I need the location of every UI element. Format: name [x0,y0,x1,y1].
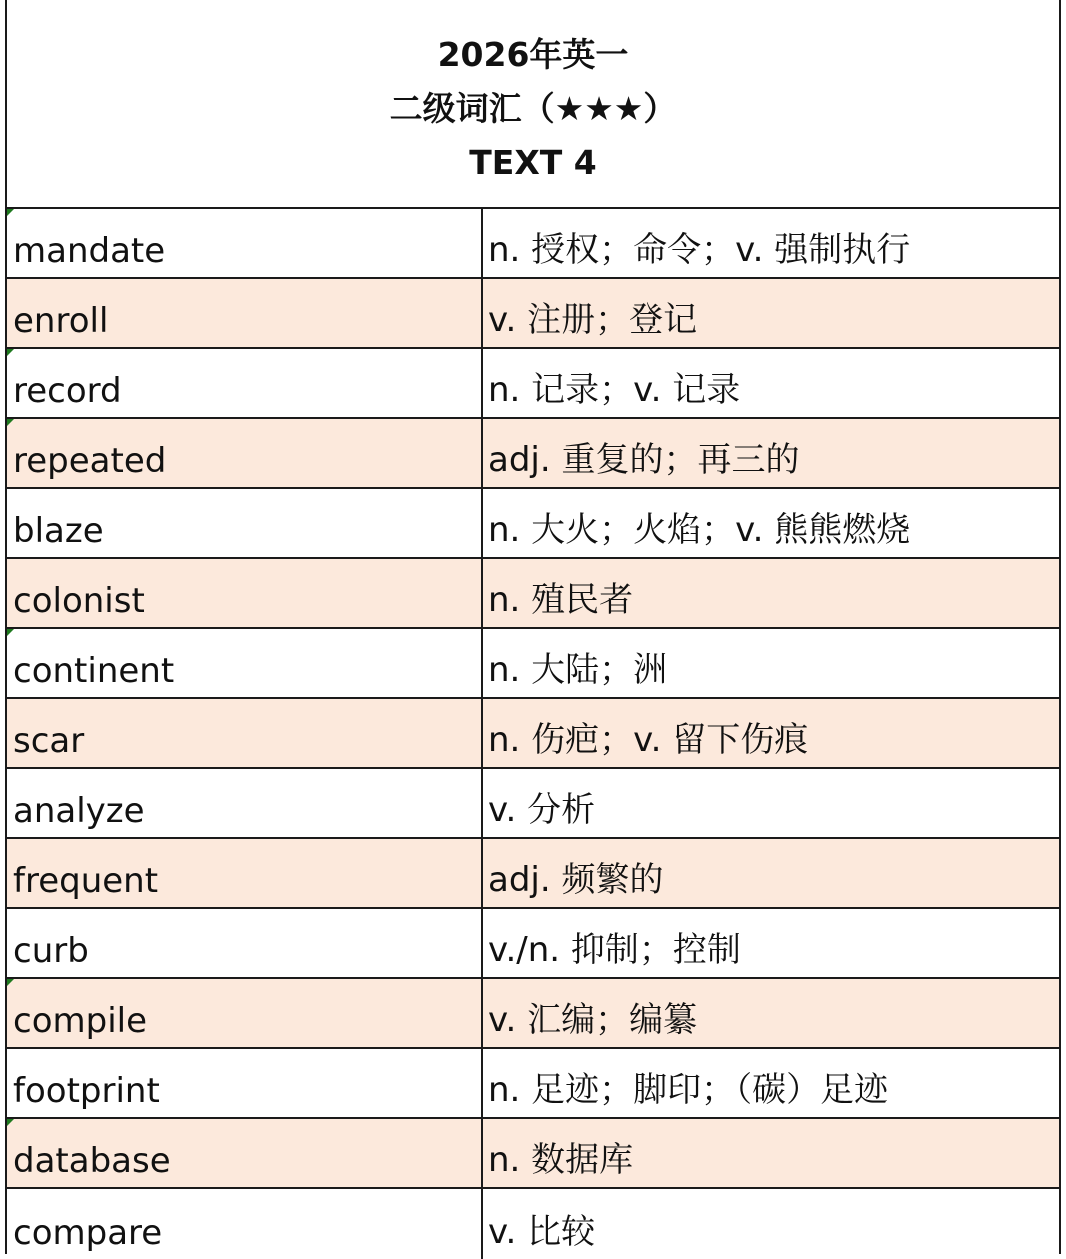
meaning-cell[interactable]: adj. 频繁的 [488,860,664,900]
table-row[interactable] [7,699,1059,769]
meaning-cell[interactable]: n. 大陆；洲 [488,650,668,690]
word-cell[interactable]: compile [7,979,483,1047]
word-cell[interactable]: blaze [7,489,483,557]
header-title: 2026年英一 [437,35,629,74]
word-cell[interactable]: record [7,349,483,417]
comment-marker-icon[interactable] [7,419,14,426]
meaning-cell[interactable]: n. 殖民者 [488,580,634,620]
table-row[interactable] [7,1049,1059,1119]
table-row[interactable] [7,559,1059,629]
table-row[interactable] [7,279,1059,349]
meaning-cell[interactable]: v. 注册；登记 [488,300,698,340]
header-text-label: TEXT 4 [469,143,597,182]
word-cell[interactable]: continent [7,629,483,697]
meaning-cell[interactable]: n. 数据库 [488,1140,634,1180]
vocabulary-table [7,209,1059,1259]
meaning-cell[interactable]: v./n. 抑制；控制 [488,930,741,970]
table-row[interactable] [7,769,1059,839]
vocabulary-sheet [5,0,1061,1254]
header-subtitle: 二级词汇（★★★） [389,89,677,128]
word-cell[interactable]: scar [7,699,483,767]
word-cell[interactable]: frequent [7,839,483,907]
meaning-cell[interactable]: adj. 重复的；再三的 [488,440,800,480]
meaning-cell[interactable]: n. 大火；火焰；v. 熊熊燃烧 [488,510,911,550]
comment-marker-icon[interactable] [7,629,14,636]
comment-marker-icon[interactable] [7,209,14,216]
table-row[interactable] [7,1189,1059,1259]
meaning-cell[interactable]: v. 比较 [488,1212,596,1252]
table-row[interactable] [7,209,1059,279]
table-row[interactable] [7,489,1059,559]
word-cell[interactable]: enroll [7,279,483,347]
word-cell[interactable]: mandate [7,209,483,277]
word-cell[interactable]: analyze [7,769,483,837]
meaning-cell[interactable]: n. 伤疤；v. 留下伤痕 [488,720,809,760]
word-cell[interactable]: curb [7,909,483,977]
comment-marker-icon[interactable] [7,1119,14,1126]
sheet-header[interactable] [7,0,1059,209]
comment-marker-icon[interactable] [7,979,14,986]
word-cell[interactable]: colonist [7,559,483,627]
table-row[interactable] [7,349,1059,419]
table-row[interactable] [7,629,1059,699]
meaning-cell[interactable]: n. 授权；命令；v. 强制执行 [488,230,911,270]
word-cell[interactable]: compare [7,1189,483,1259]
comment-marker-icon[interactable] [7,349,14,356]
table-row[interactable] [7,1119,1059,1189]
table-row[interactable] [7,909,1059,979]
word-cell[interactable]: database [7,1119,483,1187]
table-row[interactable] [7,979,1059,1049]
table-row[interactable] [7,419,1059,489]
word-cell[interactable]: repeated [7,419,483,487]
meaning-cell[interactable]: n. 记录；v. 记录 [488,370,741,410]
table-row[interactable] [7,839,1059,909]
meaning-cell[interactable]: v. 分析 [488,790,596,830]
meaning-cell[interactable]: v. 汇编；编纂 [488,1000,698,1040]
meaning-cell[interactable]: n. 足迹；脚印；（碳）足迹 [488,1070,889,1110]
word-cell[interactable]: footprint [7,1049,483,1117]
